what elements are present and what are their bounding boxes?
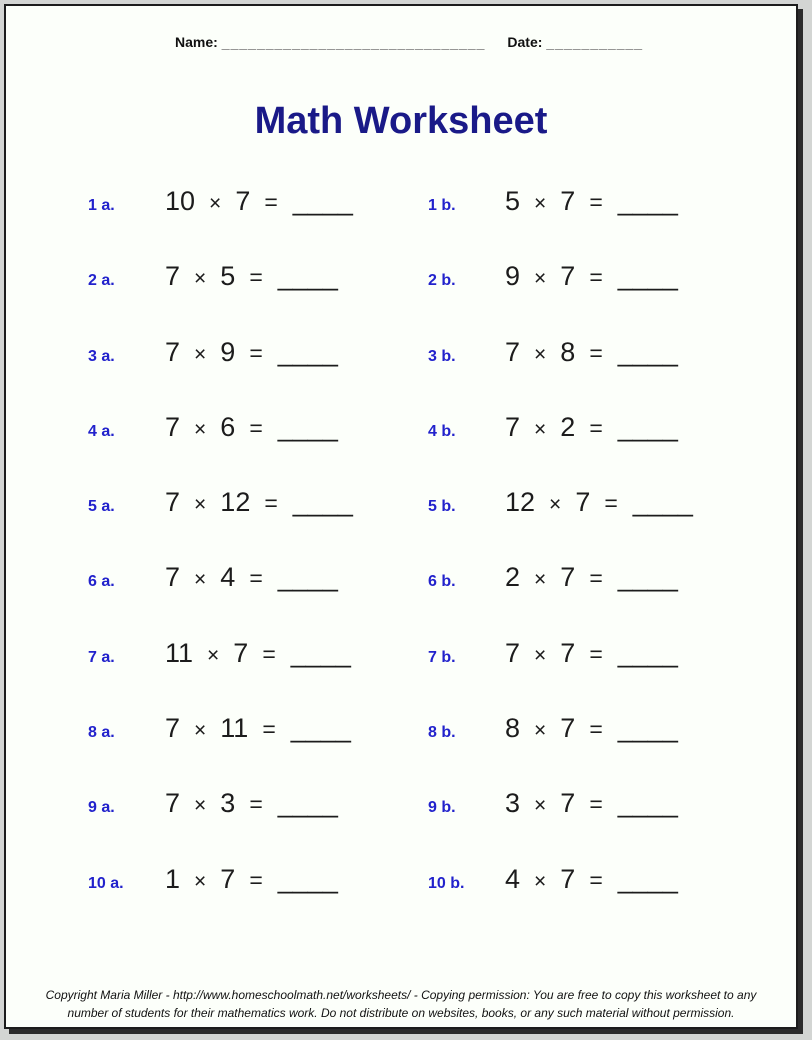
problem-4a: [88, 412, 428, 443]
problem-6b: [428, 562, 678, 593]
problem-number: 3 a.: [88, 347, 115, 365]
problem-5a: [88, 487, 428, 518]
answer-blank: ____: [277, 336, 338, 367]
factor-2: 4: [220, 562, 236, 593]
answer-blank: ____: [277, 562, 338, 593]
answer-blank: ____: [292, 487, 353, 518]
answer-blank: ____: [277, 788, 338, 819]
times-sign: ×: [534, 342, 547, 366]
problem-8a: [88, 713, 428, 744]
equals-sign: =: [589, 565, 603, 592]
factor-2: 7: [560, 562, 576, 593]
problem-number: 2 a.: [88, 272, 115, 290]
copyright-line-1: Copyright Maria Miller - http://www.homeschoolmath.net/worksheets/ - Copying permission: You are free to copy this worksheet to any: [45, 988, 757, 1002]
problem-number: 1 b.: [428, 197, 456, 214]
equals-sign: =: [589, 791, 603, 818]
answer-blank: ____: [277, 863, 338, 894]
date-label: Date:: [507, 34, 543, 50]
times-sign: ×: [534, 869, 547, 893]
problem-row: [6, 852, 796, 927]
factor-1: 7: [165, 261, 181, 292]
problem-number: 10 b.: [428, 874, 465, 892]
equals-sign: =: [249, 414, 263, 441]
problem-row: [6, 776, 796, 851]
answer-blank: ____: [617, 186, 678, 216]
factor-1: 7: [505, 637, 521, 668]
equals-sign: =: [249, 339, 263, 366]
factor-2: 6: [220, 411, 236, 442]
equals-sign: =: [589, 189, 603, 215]
problem-number: 9 b.: [428, 799, 456, 817]
answer-blank: ____: [617, 788, 678, 819]
problem-number: 7 b.: [428, 648, 456, 666]
problem-row: [6, 701, 796, 776]
factor-2: 5: [220, 261, 236, 292]
equals-sign: =: [249, 565, 263, 592]
factor-1: 7: [165, 411, 181, 442]
copyright-line-2: number of students for their mathematics work. Do not distribute on websites, books, or any such material without permission.: [67, 1005, 735, 1020]
factor-2: 2: [560, 411, 576, 442]
factor-1: 4: [505, 863, 521, 894]
factor-2: 7: [560, 261, 576, 292]
problem-number: 3 b.: [428, 347, 456, 365]
equals-sign: =: [589, 640, 603, 667]
factor-2: 7: [560, 186, 576, 216]
equals-sign: =: [249, 791, 263, 818]
answer-blank: ____: [617, 562, 678, 593]
answer-blank: ____: [617, 261, 678, 292]
answer-blank: ____: [617, 863, 678, 894]
factor-2: 7: [235, 186, 251, 216]
times-sign: ×: [194, 493, 207, 517]
times-sign: ×: [194, 568, 207, 592]
times-sign: ×: [194, 267, 207, 291]
factor-1: 1: [165, 863, 181, 894]
problem-1b: [428, 186, 678, 217]
times-sign: ×: [534, 417, 547, 441]
problem-2b: [428, 261, 678, 292]
times-sign: ×: [194, 719, 207, 743]
factor-1: 9: [505, 261, 521, 292]
problem-number: 5 b.: [428, 498, 456, 516]
problems-grid: [6, 174, 796, 927]
equals-sign: =: [262, 716, 276, 743]
problem-row: [6, 626, 796, 701]
factor-2: 3: [220, 788, 236, 819]
times-sign: ×: [194, 417, 207, 441]
times-sign: ×: [534, 643, 547, 667]
problem-number: 4 b.: [428, 422, 456, 440]
factor-2: 7: [220, 863, 236, 894]
problem-row: [6, 249, 796, 324]
factor-2: 7: [233, 637, 249, 668]
answer-blank: ____: [617, 637, 678, 668]
answer-blank: ____: [617, 411, 678, 442]
problem-2a: [88, 261, 428, 292]
factor-2: 7: [575, 487, 591, 518]
factor-1: 7: [165, 487, 181, 518]
equals-sign: =: [589, 264, 603, 291]
problem-row: [6, 174, 796, 249]
problem-number: 8 b.: [428, 724, 456, 742]
factor-1: 7: [165, 713, 181, 744]
problem-number: 10 a.: [88, 874, 124, 892]
answer-blank: ____: [292, 186, 353, 216]
equals-sign: =: [589, 414, 603, 441]
factor-1: 11: [165, 637, 194, 668]
equals-sign: =: [249, 866, 263, 893]
date-blank-line: ___________: [546, 34, 644, 50]
times-sign: ×: [209, 192, 222, 215]
factor-2: 11: [220, 713, 249, 744]
answer-blank: ____: [617, 336, 678, 367]
factor-1: 7: [165, 788, 181, 819]
times-sign: ×: [534, 568, 547, 592]
factor-1: 7: [505, 336, 521, 367]
times-sign: ×: [534, 267, 547, 291]
equals-sign: =: [264, 189, 278, 215]
problem-10b: [428, 864, 678, 895]
factor-2: 7: [560, 863, 576, 894]
problem-9b: [428, 788, 678, 819]
problem-row: [6, 325, 796, 400]
problem-number: 1 a.: [88, 197, 115, 214]
equals-sign: =: [589, 866, 603, 893]
times-sign: ×: [194, 794, 207, 818]
factor-1: 2: [505, 562, 521, 593]
problem-number: 7 a.: [88, 648, 115, 666]
problem-number: 6 b.: [428, 573, 456, 591]
problem-number: 6 a.: [88, 573, 115, 591]
problem-5b: [428, 487, 693, 518]
equals-sign: =: [604, 490, 618, 517]
problem-number: 8 a.: [88, 724, 115, 742]
problem-row: [6, 475, 796, 550]
problem-number: 4 a.: [88, 422, 115, 440]
problem-10a: [88, 864, 428, 895]
factor-2: 7: [560, 637, 576, 668]
factor-2: 7: [560, 713, 576, 744]
problem-4b: [428, 412, 678, 443]
factor-2: 7: [560, 788, 576, 819]
page-title: Math Worksheet: [254, 100, 548, 142]
name-date-header: [175, 34, 643, 50]
times-sign: ×: [534, 719, 547, 743]
problem-row: [6, 550, 796, 625]
answer-blank: ____: [617, 713, 678, 744]
problem-1a: [88, 186, 428, 217]
factor-2: 12: [220, 487, 251, 518]
equals-sign: =: [589, 339, 603, 366]
factor-2: 8: [560, 336, 576, 367]
factor-1: 7: [165, 336, 181, 367]
answer-blank: ____: [290, 637, 351, 668]
equals-sign: =: [589, 716, 603, 743]
problem-number: 5 a.: [88, 498, 115, 516]
name-label: Name:: [175, 34, 218, 50]
problem-7a: [88, 638, 428, 669]
problem-3a: [88, 337, 428, 368]
problem-6a: [88, 562, 428, 593]
problem-9a: [88, 788, 428, 819]
answer-blank: ____: [277, 411, 338, 442]
answer-blank: ____: [632, 487, 693, 518]
factor-1: 12: [505, 487, 536, 518]
factor-1: 10: [165, 186, 196, 216]
problem-3b: [428, 337, 678, 368]
problem-number: 9 a.: [88, 799, 115, 817]
factor-1: 5: [505, 186, 521, 216]
factor-1: 7: [505, 411, 521, 442]
problem-number: 2 b.: [428, 272, 456, 290]
factor-1: 3: [505, 788, 521, 819]
factor-1: 8: [505, 713, 521, 744]
worksheet-page: [4, 4, 798, 1029]
answer-blank: ____: [290, 713, 351, 744]
times-sign: ×: [534, 794, 547, 818]
equals-sign: =: [249, 264, 263, 291]
problem-7b: [428, 638, 678, 669]
answer-blank: ____: [277, 261, 338, 292]
problem-row: [6, 400, 796, 475]
copyright-footer: [6, 987, 796, 1022]
times-sign: ×: [549, 493, 562, 517]
times-sign: ×: [207, 643, 220, 667]
times-sign: ×: [194, 869, 207, 893]
name-blank-line: ______________________________: [221, 34, 486, 50]
problem-8b: [428, 713, 678, 744]
equals-sign: =: [262, 640, 276, 667]
equals-sign: =: [264, 490, 278, 517]
factor-2: 9: [220, 336, 236, 367]
times-sign: ×: [534, 192, 547, 215]
times-sign: ×: [194, 342, 207, 366]
factor-1: 7: [165, 562, 181, 593]
